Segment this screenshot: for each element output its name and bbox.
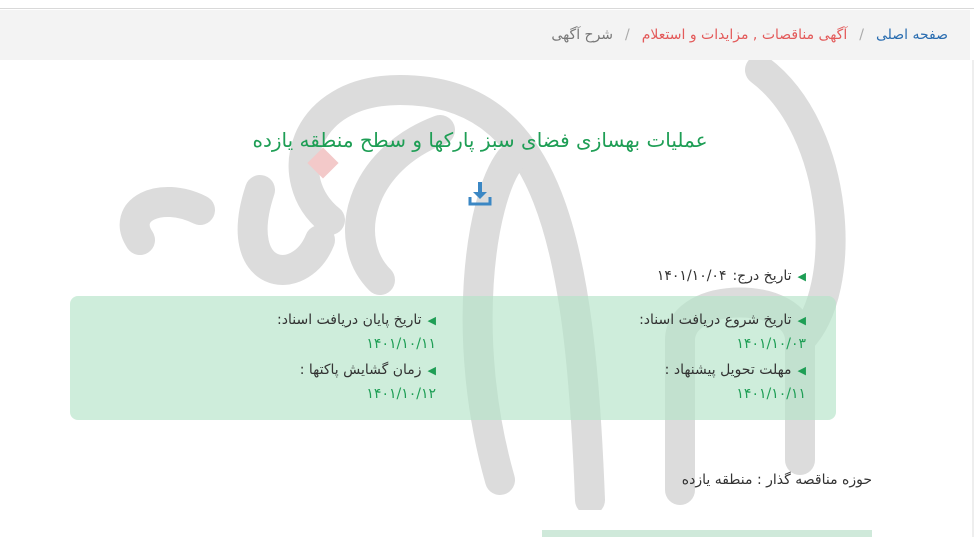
triangle-left-icon: ◀ (797, 313, 806, 327)
opening-time-label: زمان گشایش پاکتها : (299, 362, 422, 378)
breadcrumb-home-link[interactable]: صفحه اصلی (875, 27, 948, 43)
breadcrumb (0, 10, 970, 60)
triangle-left-icon: ◀ (797, 269, 806, 283)
organizer-text: حوزه مناقصه گذار : منطقه یازده (681, 472, 872, 488)
proposal-deadline-value: ۱۴۰۱/۱۰/۱۱ (736, 386, 806, 402)
doc-start-label: تاریخ شروع دریافت اسناد: (639, 312, 792, 328)
doc-end-field (277, 312, 436, 352)
publish-date (657, 268, 806, 284)
publish-date-value: ۱۴۰۱/۱۰/۰۴ (656, 268, 727, 284)
doc-end-label: تاریخ پایان دریافت اسناد: (277, 312, 422, 328)
download-icon[interactable] (466, 180, 494, 208)
proposal-deadline-field (665, 362, 806, 402)
triangle-left-icon: ◀ (797, 363, 806, 377)
breadcrumb-category-link[interactable]: آگهی مناقصات , مزایدات و استعلام (641, 27, 848, 43)
triangle-left-icon: ◀ (427, 313, 436, 327)
page-title: عملیات بهسازی فضای سبز پارکها و سطح منطقه یازده (252, 128, 708, 152)
publish-date-label: تاریخ درج: (732, 268, 792, 284)
opening-time-field (300, 362, 436, 402)
opening-time-value: ۱۴۰۱/۱۰/۱۲ (366, 386, 436, 402)
breadcrumb-separator: / (859, 27, 864, 43)
doc-end-value: ۱۴۰۱/۱۰/۱۱ (366, 336, 436, 352)
breadcrumb-separator: / (625, 27, 630, 43)
breadcrumb-current: شرح آگهی (551, 27, 614, 43)
table-header (542, 530, 872, 537)
top-divider (0, 8, 974, 9)
triangle-left-icon: ◀ (427, 363, 436, 377)
doc-start-field (639, 312, 806, 352)
doc-start-value: ۱۴۰۱/۱۰/۰۳ (736, 336, 806, 352)
proposal-deadline-label: مهلت تحویل پیشنهاد : (664, 362, 792, 378)
